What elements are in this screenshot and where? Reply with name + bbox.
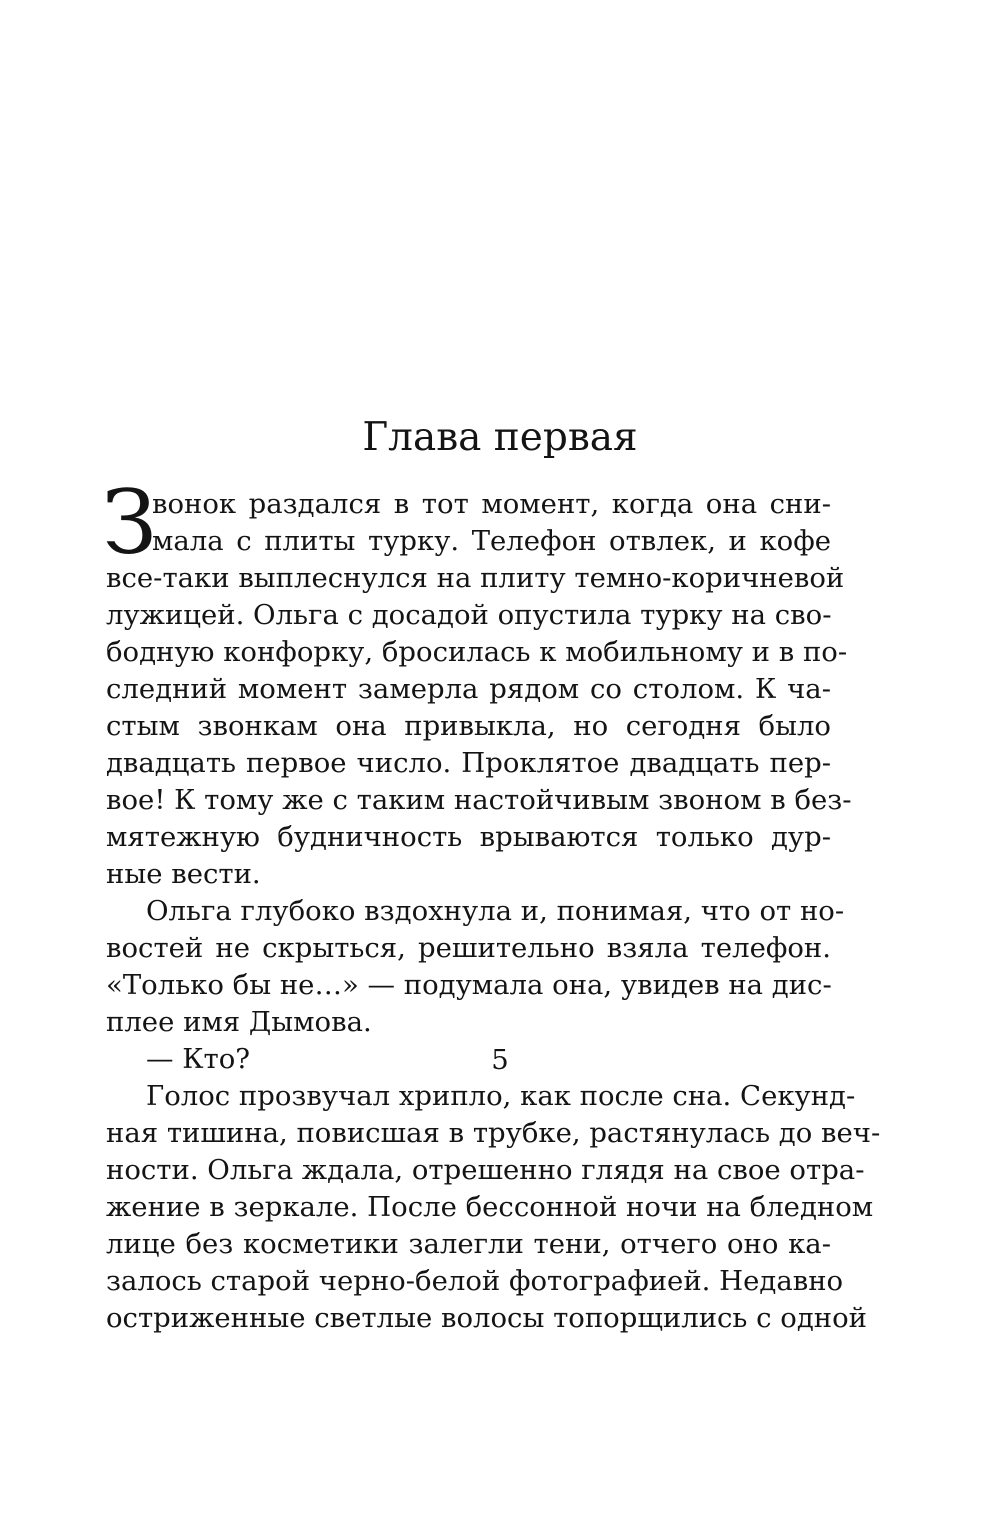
text-line: востей не скрыться, решительно взяла телефон.	[106, 932, 831, 964]
text-line: плее имя Дымова.	[106, 1006, 372, 1038]
text-line: мала с плиты турку. Телефон отвлек, и кофе	[152, 525, 831, 557]
text-line: Голос прозвучал хрипло, как после сна. Секунд-	[146, 1080, 856, 1112]
text-line: следний момент замерла рядом со столом. К ча-	[106, 673, 831, 705]
text-line: жение в зеркале. После бессонной ночи на бледном	[106, 1191, 874, 1223]
text-line: мятежную будничность врываются только дур-	[106, 821, 831, 853]
text-line: двадцать первое число. Проклятое двадцать пер-	[106, 747, 831, 779]
text-line: лице без косметики залегли тени, отчего оно ка-	[106, 1228, 831, 1260]
text-line: ные вести.	[106, 858, 261, 890]
text-line: залось старой черно-белой фотографией. Недавно	[106, 1265, 844, 1297]
text-line: Ольга глубоко вздохнула и, понимая, что от но-	[146, 895, 845, 927]
text-line: все-таки выплеснулся на плиту темно-коричневой	[106, 562, 845, 594]
chapter-title: Глава первая	[362, 415, 638, 460]
text-line: ности. Ольга ждала, отрешенно глядя на свое отра-	[106, 1154, 865, 1186]
text-line: вонок раздался в тот момент, когда она сни-	[152, 488, 831, 520]
text-line: бодную конфорку, бросилась к мобильному и в по-	[106, 636, 848, 668]
text-line: вое! К тому же с таким настойчивым звоном в без-	[106, 784, 852, 816]
dialogue-line: — Кто?	[146, 1043, 251, 1075]
drop-cap: З	[102, 471, 157, 574]
text-line: лужицей. Ольга с досадой опустила турку на сво-	[106, 599, 832, 631]
text-line: ная тишина, повисшая в трубке, растянулась до веч-	[106, 1117, 881, 1149]
text-line: стым звонкам она привыкла, но сегодня было	[106, 710, 831, 742]
text-line: «Только бы не…» — подумала она, увидев на дис-	[106, 969, 832, 1001]
page-number: 5	[491, 1044, 509, 1076]
body-text	[102, 471, 881, 1337]
text-line: остриженные светлые волосы топорщились с одной	[106, 1302, 867, 1334]
